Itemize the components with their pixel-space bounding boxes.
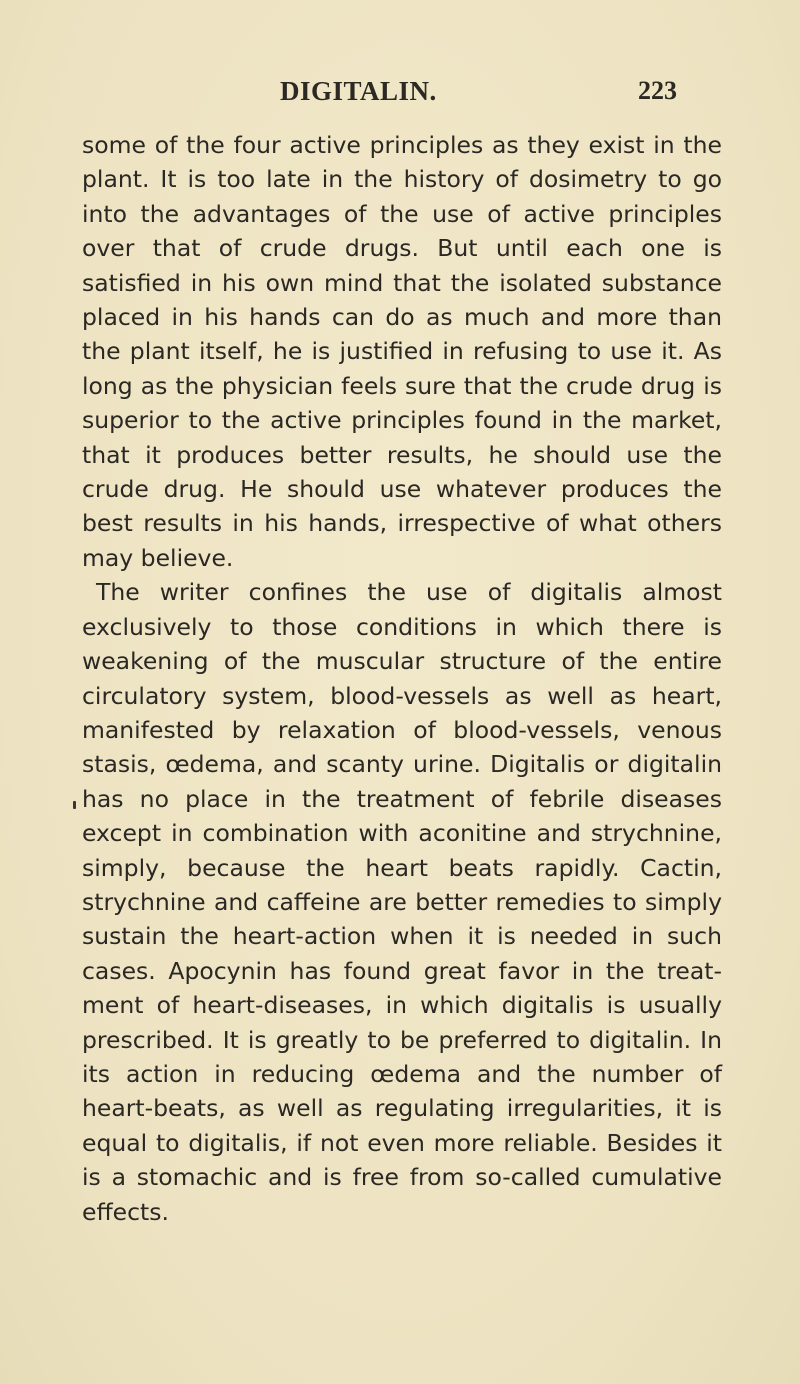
paragraph-1: some of the four active principles as they exist in the plant. It is too late in the history of dosimetry to go into the advantages of the use of active principles over that of crude drugs. But until each one is satisfied in his own mind that the isolated substance placed in his hands can do as much and more than the plant itself, he is justified in refusing to use it. As long as the physician feels sure that the crude drug is superior to the active principles found in the market, that it produces better results, he should use the crude drug. He should use whatever produces the best results in his hands, irrespective of what others may believe. <box>82 131 722 572</box>
running-title: DIGITALIN. <box>280 76 437 106</box>
page-number: 223 <box>638 76 677 105</box>
paragraph-2: The writer confines the use of digitalis almost exclusively to those conditions in which there is weakening of the muscular structure of the entire circulatory system, blood-vessels as well as heart, manifested by relaxation of blood-vessels, venous stasis, œdema, and scanty urine. Digitalis or digitalin has no place in the treatment of febrile diseases except in combination with aconitine and strychnine, simply, because the heart beats rapidly. Cactin, strychnine and caffeine are better remedies to simply sustain the heart-action when it is needed in such cases. Apocynin has found great favor in the treatment of heart-diseases, in which digitalis is usually prescribed. It is greatly to be preferred to digitalin. In its action in reducing œdema and the number of heart-beats, as well as regulating irregularities, it is equal to digitalis, if not even more reliable. Besides it is a stomachic and is free from so-called cumulative effects. <box>82 578 722 1226</box>
body-text <box>82 128 722 1229</box>
running-head <box>0 76 800 112</box>
ink-speck <box>73 801 76 809</box>
